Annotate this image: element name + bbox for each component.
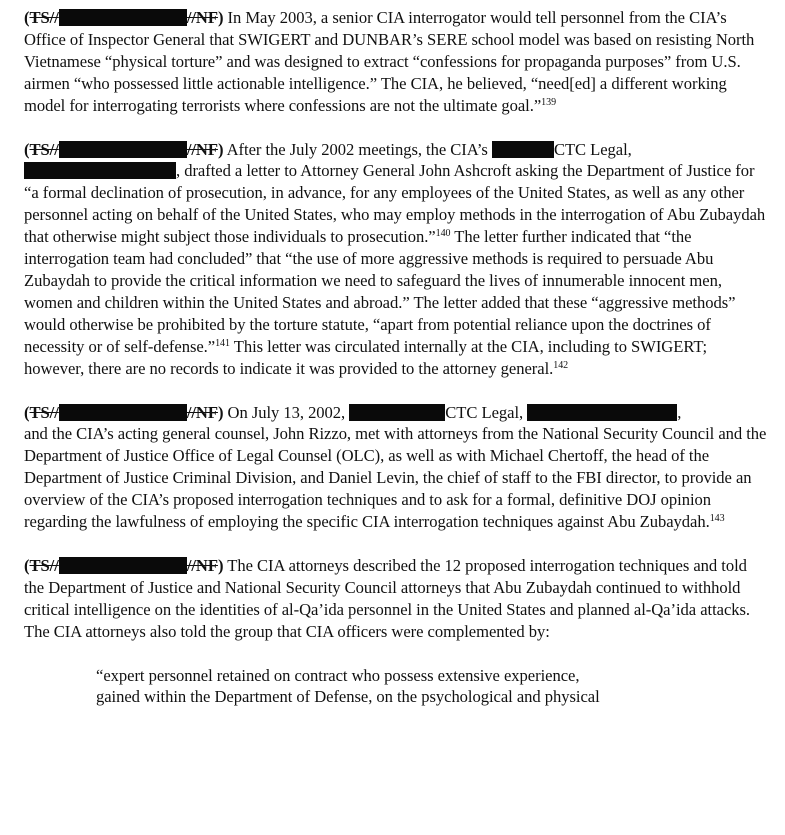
classification-ts: TS// [29, 555, 59, 575]
classification-nf: //NF [186, 8, 218, 27]
classification-ts: TS// [29, 139, 59, 159]
paragraph-2-text-a: After the July 2002 meetings, the CIA’s [223, 139, 492, 159]
classification-nf: //NF [186, 402, 218, 422]
paragraph-2 [24, 139, 770, 380]
quote-line-2: gained within the Department of Defense, on the psychological and physical [96, 687, 600, 707]
redaction-box [492, 141, 554, 158]
quote-line-1: “expert personnel retained on contract who possess extensive experience, [96, 665, 580, 685]
paragraph-3-text-a: On July 13, 2002, [223, 402, 350, 422]
redaction-box [527, 404, 677, 421]
paragraph-1-text: In May 2003, a senior CIA interrogator would tell personnel from the CIA’s Office of Inspector General that SWIGERT and DUNBAR’s SERE school model was based on resisting North Vietnamese “physical torture” and was designed to extract “confessions for propaganda purposes” from U.S. airmen “who possessed little actionable intelligence.” The CIA, he believed, “need[ed] a different working model for interrogating terrorists where confessions are not the ultimate goal.” [24, 8, 755, 115]
classification-nf: //NF [186, 139, 218, 159]
redaction-box [59, 404, 187, 421]
classification-nf: //NF [186, 555, 218, 575]
redaction-box [24, 162, 176, 179]
footnote-ref: 140 [435, 228, 451, 240]
classification-marking: (TS// //NF) [24, 402, 224, 422]
paragraph-3-text-c: , [677, 402, 682, 422]
paragraph-4-text: The CIA attorneys described the 12 proposed interrogation techniques and told the Department of Justice and National Security Council attorneys that Abu Zubaydah continued to withhold critical intelligence on the identities of al-Qa’ida personnel in the United States and planned al-Qa’ida attacks. The CIA attorneys also told the group that CIA officers were complemented by: [24, 555, 751, 641]
redaction-box [59, 557, 187, 574]
paragraph-2-text-e: This letter was circulated internally at the CIA, including to SWIGERT; however, there are no records to indicate it was provided to the attorney general. [24, 336, 708, 378]
paragraph-2-text-d: The letter further indicated that “the interrogation team had concluded” that “the use of more aggressive methods is required to persuade Abu Zubaydah to provide the critical information we need to safeguard the lives of innumerable innocent men, women and children within the United States and abroad.” The letter added that these “aggressive methods” would otherwise be prohibited by the torture statute, “apart from potential reliance upon the doctrines of necessity or of self-defense.” [24, 227, 736, 356]
paragraph-1 [24, 7, 770, 117]
document-page [24, 7, 770, 730]
classification-ts: TS// [29, 402, 59, 422]
redaction-box [59, 141, 187, 158]
classification-marking: (TS// //NF) [24, 555, 224, 575]
paragraph-2-text-c: , drafted a letter to Attorney General John Ashcroft asking the Department of Justice for “a formal declination of prosecution, in advance, for any employees of the United States, as well as any other personnel acting on behalf of the United States, who may employ methods in the interrogation of Abu Zubaydah that otherwise might subject those individuals to prosecution.” [24, 161, 766, 247]
paragraph-3-text-b: CTC Legal, [445, 402, 528, 422]
block-quote [96, 665, 770, 709]
classification-marking: (TS// //NF) [24, 139, 224, 159]
classification-ts: TS// [29, 8, 59, 27]
redaction-box [59, 9, 187, 26]
redaction-box [349, 404, 445, 421]
paragraph-2-text-b: CTC Legal, [553, 139, 632, 159]
classification-marking: (TS// //NF) [24, 8, 224, 27]
footnote-ref: 139 [541, 96, 557, 108]
paragraph-4 [24, 555, 770, 643]
footnote-ref: 142 [553, 359, 569, 371]
paragraph-3-text-d: and the CIA’s acting general counsel, John Rizzo, met with attorneys from the National Security Council and the Department of Justice Office of Legal Counsel (OLC), as well as with Michael Chertoff, the head of the Department of Justice Criminal Division, and Daniel Levin, the chief of staff to the FBI director, to provide an overview of the CIA’s proposed interrogation techniques and to ask for a formal, definitive DOJ opinion regarding the lawfulness of employing the specific CIA interrogation techniques against Abu Zubaydah. [24, 424, 767, 532]
footnote-ref: 141 [215, 337, 230, 349]
paragraph-3 [24, 402, 770, 533]
footnote-ref: 143 [709, 513, 725, 525]
